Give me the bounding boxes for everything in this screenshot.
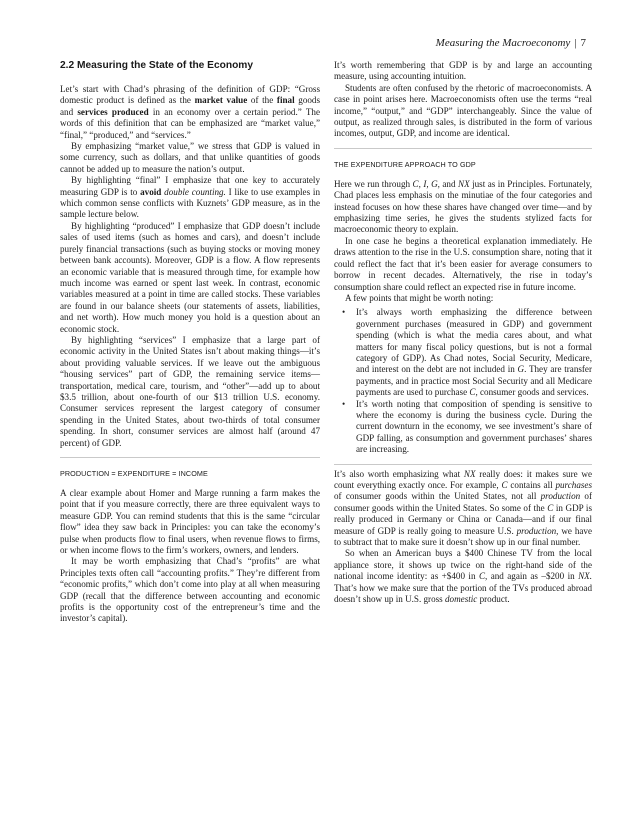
paragraph: By emphasizing “market value,” we stress that GDP is valued in some currency, such as dollars, and that unlike quantities of goods cannot be added up to measure the nation’s output.	[60, 141, 320, 174]
paragraph: By highlighting “produced” I emphasize that GDP doesn’t include sales of used items (such as homes and cars), and doesn’t include purely financial transactions (such as buying stocks or moving money between bank accounts). Moreover, GDP is a flow. A flow represents an economic variable that is measured through time, for example how much income was earned or spent last week. In contrast, economic variables measured at a point in time are called stocks. These variables are found in our balance sheets (our statements of assets, liabilities, and net worth). How much money you hold is a question about an economic stock.	[60, 220, 320, 334]
divider	[60, 457, 320, 458]
section-title: 2.2 Measuring the State of the Economy	[60, 60, 254, 71]
subheading: THE EXPENDITURE APPROACH TO GDP	[334, 159, 476, 169]
divider	[334, 464, 592, 465]
running-head-title: Measuring the Macroeconomy	[435, 37, 571, 49]
running-head-separator: |	[574, 37, 577, 49]
bullet-icon: •	[342, 398, 346, 409]
paragraph: So when an American buys a $400 Chinese TV from the local appliance store, it shows up twice on the right-hand side of the national income identity: as +$400 in C, and again as –$200 in NX. That’s how we make sure that the portion of the TVs produced abroad doesn’t show up in U.S. gross domestic product.	[334, 548, 592, 605]
subheading: PRODUCTION = EXPENDITURE = INCOME	[60, 469, 208, 478]
left-column	[60, 60, 320, 625]
paragraph: It’s also worth emphasizing what NX really does: it makes sure we count everything exactly once. For example, C contains all purchases of consumer goods within the United States, not all production of consumer goods within the United States. So some of the C in GDP is really produced in Germany or China or Canada—and if our final measure of GDP is really going to measure U.S. production, we have to subtract that to make sure it doesn’t show up in our final number.	[334, 468, 593, 548]
paragraph: By highlighting “services” I emphasize that a large part of economic activity in the United States isn’t about making things—it’s about providing valuable services. If we leave out the ambiguous “housing services” part of GDP, the remaining service items—transportation, medical care, tourism, and “other”—add up to about $3.5 trillion, about one-fourth of our $13 trillion U.S. economy. Consumer services represent the largest category of consumer spending in the United States, about two-thirds of total consumer spending. In short, consumer services are almost half (around 47 percent) of GDP.	[60, 334, 320, 448]
running-head	[436, 37, 586, 49]
paragraph: It’s worth remembering that GDP is by and large an accounting measure, using accounting intuition.	[334, 60, 592, 82]
paragraph: Here we run through C, I, G, and NX just as in Principles. Fortunately, Chad places less emphasis on the minutiae of the four categories and instead focuses on how these shares have changed over time—and by emphasizing time series, he gives the students stylized facts for macroeconomic theory to explain.	[334, 178, 592, 235]
paragraph: Students are often confused by the rhetoric of macroeconomists. A case in point arises here. Macroeconomists often use the terms “real income,” “output,” and “GDP” interchangeably. Since the value of output, as realized through sales, is distributed in the form of various incomes, output, GDP, and income are identical.	[334, 82, 592, 139]
paragraph: A few points that might be worth noting:	[345, 292, 494, 303]
bullet-list	[334, 307, 592, 455]
paragraph: By highlighting “final” I emphasize that one key to accurately measuring GDP is to avoid double counting. I like to use examples in which common sense conflicts with Kuznets’ GDP measure, as in the sample lecture below.	[60, 175, 320, 220]
divider	[334, 148, 592, 149]
paragraph: In one case he begins a theoretical explanation immediately. He draws attention to the rise in the U.S. consumption share, noting that it could reflect the fact that it’s been easier for average consumers to borrow in recent decades. Alternatively, the rise in today’s consumption share could reflect an expected rise in future income.	[334, 235, 592, 292]
paragraph: It may be worth emphasizing that Chad’s “profits” are what Principles texts often call “accounting profits.” They’re different from “economic profits,” which don’t come into play at all when measuring GDP (recall that the difference between accounting and economic profits is the opportunity cost of the entrepreneur’s time and the investor’s capital).	[60, 556, 320, 624]
paragraph: Let’s start with Chad’s phrasing of the definition of GDP: “Gross domestic product is defined as the market value of the final goods and services produced in an economy over a certain period.” The words of this definition that can be emphasized are “market value,” “final,” “produced,” and “services.”	[60, 84, 321, 140]
list-item: • It’s worth noting that composition of spending is sensitive to where the economy is during the business cycle. During the current downturn in the economy, we see investment’s share of GDP falling, as consumption and government purchases’ shares are increasing.	[342, 398, 592, 455]
right-column	[334, 60, 592, 605]
bullet-icon: •	[342, 307, 346, 318]
list-item: • It’s always worth emphasizing the difference between government purchases (measured in GDP) and government spending (which is what the media cares about, and what matters for many fiscal policy questions, but is not a formal category of GDP). As Chad notes, Social Security, Medicare, and interest on the debt are not included in G. They are transfer payments, and in practice most Social Security and all Medicare payments are used to purchase C, consumer goods and services.	[342, 307, 592, 398]
page-number: 7	[580, 37, 586, 49]
paragraph: A clear example about Homer and Marge running a farm makes the point that if you measure correctly, there are three equivalent ways to measure GDP. You can remind students that this is the same “circular flow” idea they saw back in Principles: you can take the economy’s pulse when products flow to final users, when revenue flows to firms, or when income flows to the firm’s workers, owners, and lenders.	[60, 488, 320, 556]
